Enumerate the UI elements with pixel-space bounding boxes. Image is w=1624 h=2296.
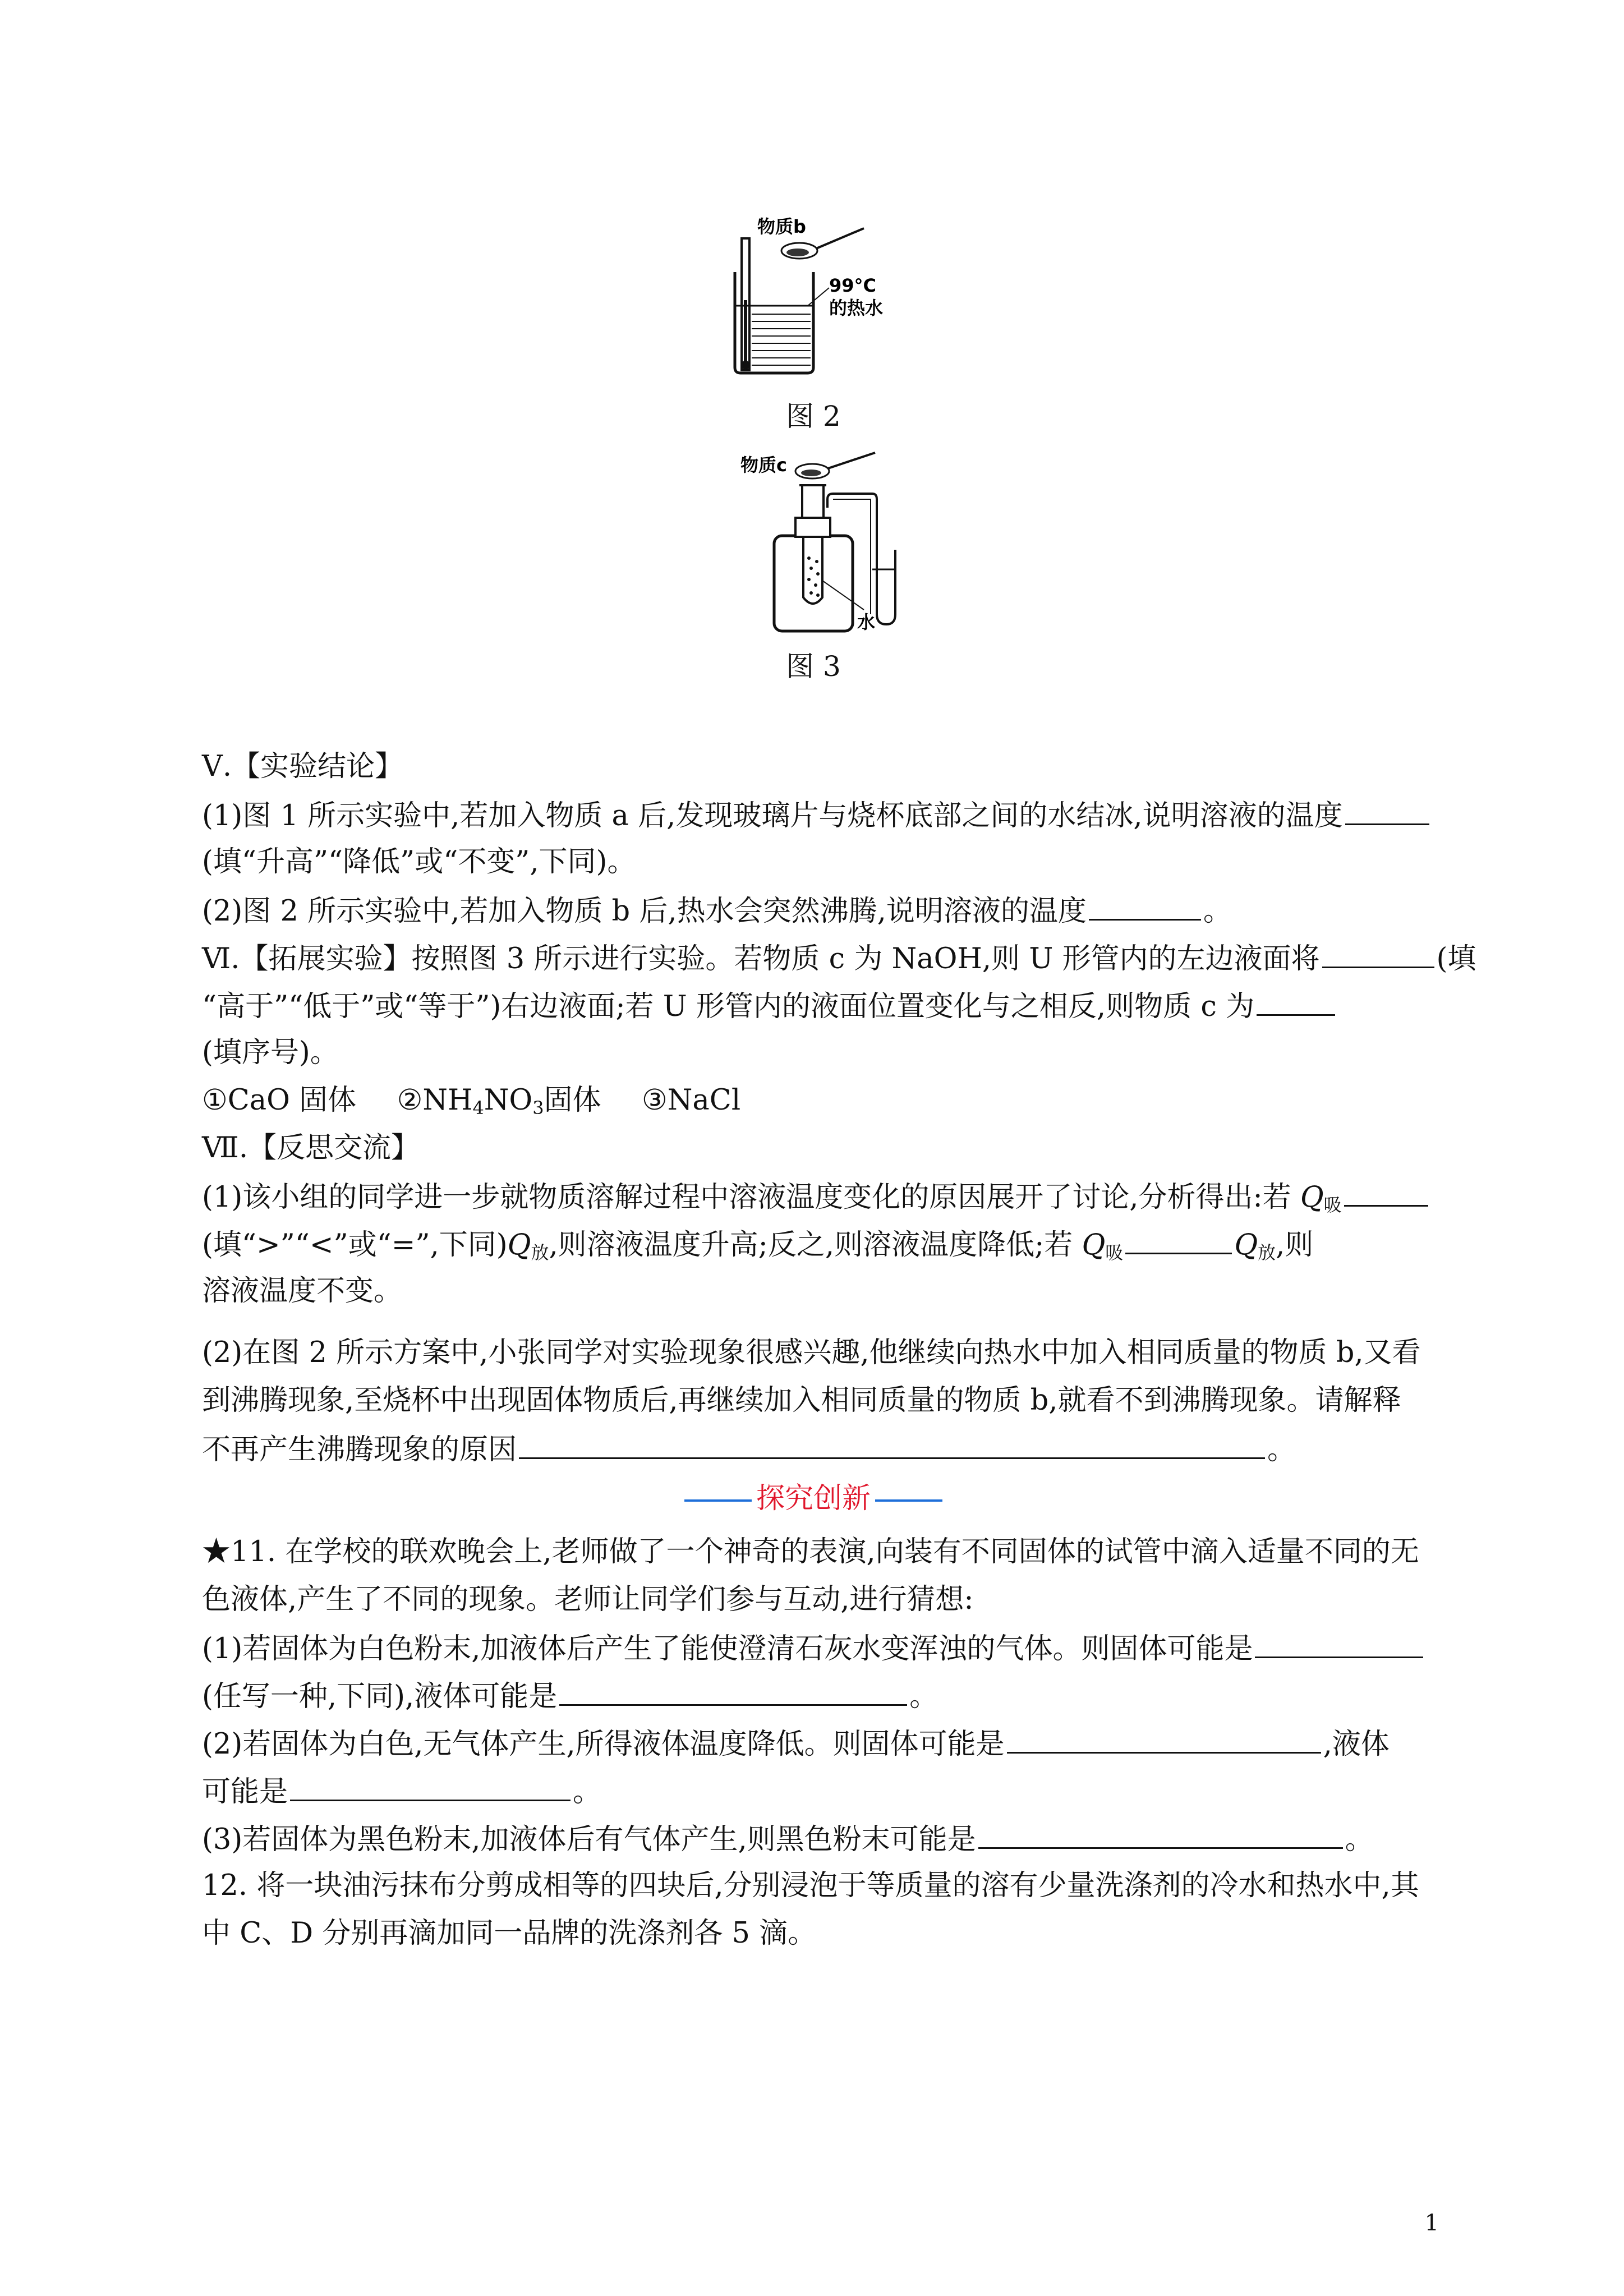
option-2: $②NH_4NO_3$固体 [397, 1084, 601, 1119]
section-7-heading: Ⅶ.【反思交流】 [202, 1131, 420, 1165]
section-7-p2-line1: (2)在图 2 所示方案中,小张同学对实验现象很感兴趣,他继续向热水中加入相同质量的物质 b,又看 [202, 1336, 1421, 1369]
answer-blank[interactable] [1345, 797, 1429, 825]
section-5-p1-line2: (填“升高”“降低”或“不变”,下同)。 [202, 845, 636, 878]
figure-3 [729, 446, 920, 642]
answer-blank[interactable] [559, 1677, 907, 1706]
innovation-section-title: 探究创新 [645, 1481, 982, 1517]
figure-2 [724, 216, 914, 379]
option-1: ①CaO 固体 [202, 1084, 357, 1117]
figure-3-caption: 图 3 [786, 650, 841, 683]
q12-line2: 中 C、D 分别再滴加同一品牌的洗涤剂各 5 滴。 [202, 1917, 817, 1950]
section-5-p2-end: 。 [1203, 895, 1232, 928]
section-6-line3: (填序号)。 [202, 1036, 339, 1069]
answer-blank[interactable] [1125, 1226, 1232, 1254]
answer-blank[interactable] [1344, 1178, 1428, 1207]
section-7-p1-line2: (填“>”“<”或“=”,下同)$Q_放$,则溶液温度升高;反之,则溶液温度降低;若 $Q_吸$ $Q_放$,则 [202, 1226, 1436, 1271]
section-7-p2-line3: 不再产生沸腾现象的原因 。 [202, 1430, 1436, 1468]
answer-blank[interactable] [1322, 940, 1434, 968]
answer-blank[interactable] [290, 1773, 571, 1801]
section-7-p1-line1: (1)该小组的同学进一步就物质溶解过程中溶液温度变化的原因展开了讨论,分析得出:若 $Q_吸$ [202, 1178, 1436, 1223]
page-number: 1 [1424, 2210, 1439, 2236]
figure-2-label-temp: 99°C [829, 275, 877, 296]
answer-blank[interactable] [519, 1430, 1265, 1459]
section-5-p1-text: (1)图 1 所示实验中,若加入物质 a 后,发现玻璃片与烧杯底部之间的水结冰,说明溶液的温度 [202, 799, 1343, 832]
answer-blank[interactable] [1257, 987, 1335, 1016]
q11-part2-line1: (2)若固体为白色,无气体产生,所得液体温度降低。则固体可能是 ,液体 [202, 1725, 1436, 1763]
section-6-text-a: Ⅵ.【拓展实验】按照图 3 所示进行实验。若物质 c 为 NaOH,则 U 形管内的左边液面将 [202, 942, 1320, 976]
option-3: ③NaCl [642, 1084, 741, 1117]
test-tube-contents [807, 556, 820, 597]
title-rule-right [875, 1499, 942, 1502]
test-tube [803, 537, 822, 604]
figure-2-label-water: 的热水 [829, 297, 884, 319]
q12-line1: 12. 将一块油污抹布分剪成相等的四块后,分别浸泡于等质量的溶有少量洗涤剂的冷水和热水中,其 [202, 1869, 1419, 1902]
section-5-p2-text: (2)图 2 所示实验中,若加入物质 b 后,热水会突然沸腾,说明溶液的温度 [202, 895, 1087, 928]
section-5-p1-line1 [202, 797, 1436, 834]
section-6-options [202, 1083, 1436, 1126]
section-6-line1 [202, 940, 1476, 977]
answer-blank[interactable] [1007, 1725, 1321, 1754]
q11-part1-line1: (1)若固体为白色粉末,加液体后产生了能使澄清石灰水变浑浊的气体。则固体可能是 [202, 1630, 1436, 1667]
section-5-p2 [202, 892, 1436, 930]
bottle [774, 536, 853, 631]
section-6-text-c: “高于”“低于”或“等于”)右边液面;若 U 形管内的液面位置变化与之相反,则物质 c 为 [202, 990, 1255, 1023]
q11-part2-line2: 可能是 。 [202, 1773, 1436, 1810]
answer-blank[interactable] [1255, 1630, 1423, 1658]
q11-part1-line2: (任写一种,下同),液体可能是 。 [202, 1677, 1436, 1715]
section-6-line2 [202, 987, 1436, 1025]
stopper [795, 518, 830, 537]
u-tube [827, 494, 895, 624]
section-5-heading: Ⅴ.【实验结论】 [202, 750, 404, 783]
figure-3-label-water: 水 [857, 611, 876, 633]
water-hatch [752, 314, 811, 365]
q11-part3: (3)若固体为黑色粉末,加液体后有气体产生,则黑色粉末可能是 。 [202, 1820, 1436, 1858]
q11-line1: ★11. 在学校的联欢晚会上,老师做了一个神奇的表演,向装有不同固体的试管中滴入适量不同的无 [202, 1535, 1419, 1568]
section-6-text-b: (填 [1436, 942, 1476, 976]
figure-2-caption: 图 2 [786, 400, 841, 432]
answer-blank[interactable] [978, 1820, 1343, 1849]
section-7-p1-line3: 溶液温度不变。 [202, 1274, 403, 1308]
figure-2-drawing [724, 216, 914, 379]
q11-line2: 色液体,产生了不同的现象。老师让同学们参与互动,进行猜想: [202, 1583, 974, 1616]
title-rule-left [684, 1499, 752, 1502]
figure-2-label-substance: 物质b [757, 216, 806, 237]
answer-blank[interactable] [1089, 892, 1201, 921]
figure-3-drawing [729, 446, 920, 642]
section-7-p2-line2: 到沸腾现象,至烧杯中出现固体物质后,再继续加入相同质量的物质 b,就看不到沸腾现象。请解释 [202, 1384, 1401, 1417]
figure-3-label-substance: 物质c [740, 454, 787, 476]
